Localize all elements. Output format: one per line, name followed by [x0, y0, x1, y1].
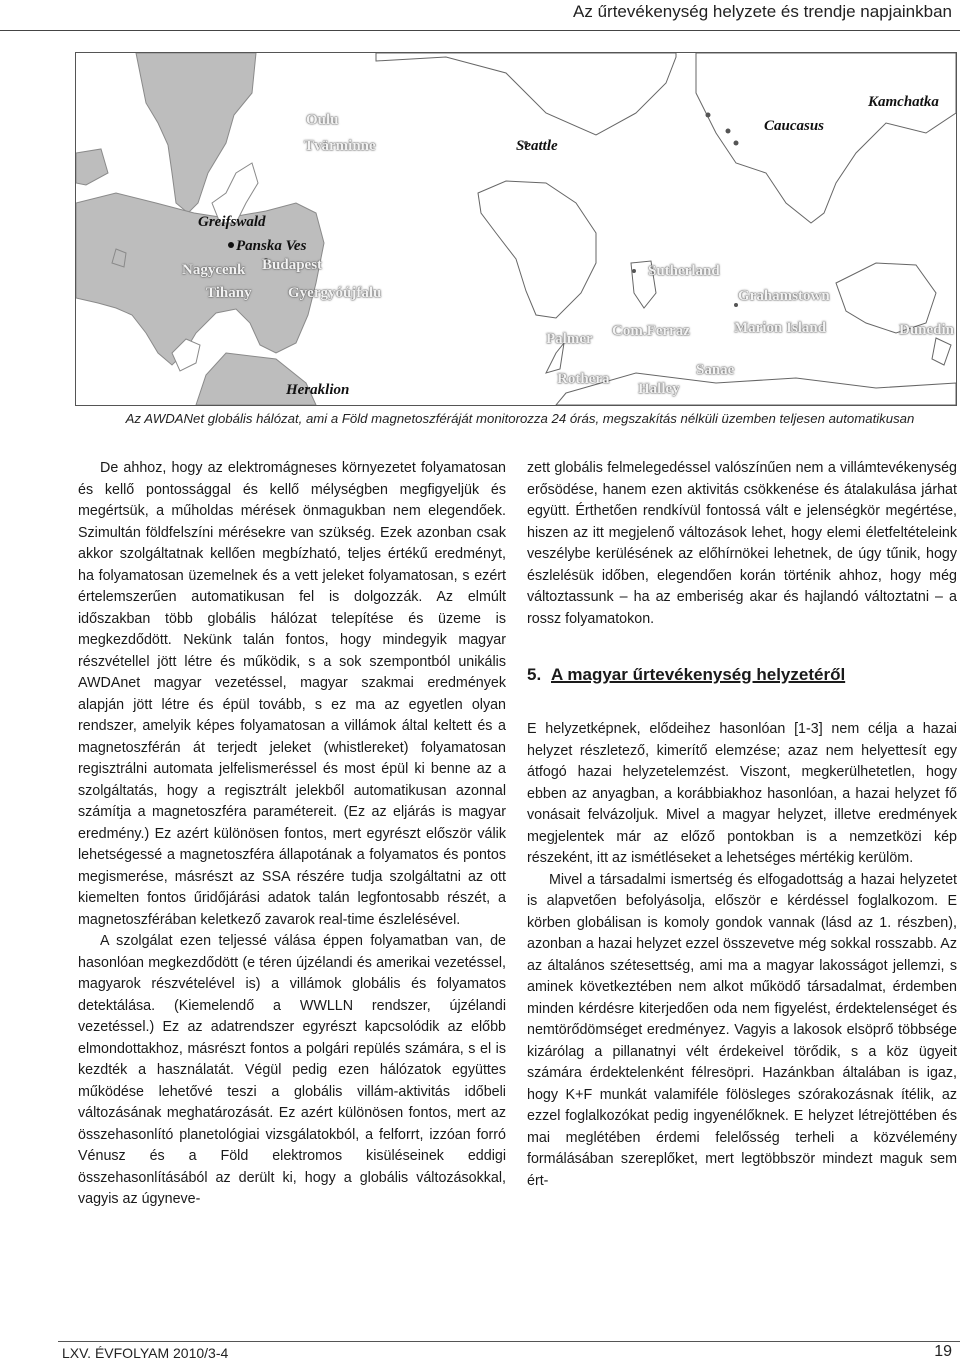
world-map-figure	[75, 52, 957, 406]
running-title: Az űrtevékenység helyzete és trendje napjainkban	[573, 2, 952, 21]
left-column	[78, 458, 506, 1211]
right-column	[527, 458, 957, 1192]
map-label-tvarminne: Tvärminne	[304, 138, 376, 154]
body-paragraph: E helyzetképnek, elődeihez hasonlóan [1-3] nem célja a hazai helyzet részletező, kimerítő elemzése; azaz nem helyettesít egy átfogó hazai helyzetelemzést. Viszont, megkerülhetetlen, hogy ebben az anyagban, a korábbiakhoz hasonlóan, a hazai helyzet fő vonásait felvázoljuk. Mivel a magyar helyzet, illetve eredmények megjelentek már az előző pontokban is a nemzetközi kép részeként, itt az ismétléseket a lehetséges mértékig kerülöm.	[527, 721, 957, 866]
footer-rule	[58, 1341, 960, 1342]
body-paragraph: A szolgálat ezen teljessé válása éppen folyamatban van, de hasonlóan megkezdődött (e téren újzélandi és amerikai vezetéssel, magyarok részvételével is) a villámok globális és folyamatos detektálása. (Kiemelendő a WWLLN rendszer, újzélandi vezetéssel.) Ez az adatrendszer egyrészt kapcsolódik az előbb elmondottakhoz, másrészt fontos a polgári repülés számára, s el is kezdték a használatát. Végül pedig ezen hálózatok együttes működése lehetővé teszi a globális villám-aktivitás időbeli változásának meghatározását. Ez azért különösen fontos, mert az összehasonlító planetológiai vizsgálatokból, a felforrt, izzóan forró Vénusz és a Föld elektromos kisüléseinek eddigi összehasonlításából az derült ki, hogy a globális változásokkal, vagyis az úgyneve-	[78, 933, 506, 1207]
map-label-grahamstown: Grahamstown	[738, 288, 830, 304]
map-label-marion-island: Marion Island	[734, 320, 827, 336]
body-paragraph: De ahhoz, hogy az elektromágneses környezetet folyamatosan és kellő pontossággal és kellő mélységben megfigyeljük és megértsük, a műholdas mérések önmagukban nem elegendőek. Szimultán földfelszíni mérésekre van szükség. Ezek azonban csak akkor szolgáltatnak kellően megbízható, teljes értékű eredményt, ha folyamatosan üzemelnek és a vett jeleket folyamatosan, s ezért értelemszerűen automatikusan fel is dolgozzák. Az elmúlt időszakban több globális hálózat telepítése és üzeme is megkezdődött. Nekünk talán fontos, hogy mindegyik magyar részvétellel jött létre és működik, s a sok szempontból unikális AWDAnet magyar vezetéssel, magyar szakmai eredmények alapján jött létre és épül tovább, s ez ma az egyetlen olyan rendszer, amelyik képes folyamatosan a villámok által keltett és a magnetoszférán át terjedt jeleket (whistlereket) folyamatosan regisztrálni automata jelfelismeréssel és most épül ki benne az a szolgáltatás, hogy a regisztrált jelekből automatikusan azonnal számítja a magnetoszféra paramétereit. (Ez az eljárás is magyar eredmény.) Ez azért különösen fontos, mert egyrészt először válik lehetségessé a magnetoszféra állapotának a folyamatos és pontos megismerése, másrészt az SSA részére tudja szolgáltatni az ott kiemelten fontos űridőjárási adatok talán legfontosabb részét, a magnetoszférában keletkező zavarok real-time észlelésével.	[78, 460, 506, 928]
map-label-budapest: Budapest	[262, 257, 323, 273]
map-label-oulu: Oulu	[306, 112, 339, 128]
map-label-seattle: Seattle	[516, 138, 558, 154]
section-number: 5.	[527, 665, 542, 684]
header-rule	[0, 30, 960, 31]
section-title: A magyar űrtevékenység helyzetéről	[551, 665, 846, 684]
map-label-kamchatka: Kamchatka	[868, 94, 939, 110]
map-label-sutherland: Sutherland	[648, 263, 720, 279]
map-label-heraklion: Heraklion	[286, 382, 350, 398]
body-paragraph: Mivel a társadalmi ismertség és elfogadottság a hazai helyzetet is alapvetően befolyásolja, először e kérdéssel foglalkozom. E körben globálisan is komoly gondok vannak (lásd az 1. részben), azonban a hazai helyzet ezzel összevetve még sokkal rosszabb. Az az általános szétesettség, ami ma a magyar lakosságot jellemzi, s aminek következtében nem alkot működő társadalmat, érdemben minden kérdésre kiterjedően oda nem figyelést, érdektelenséget és nemtörődömséget eredményez. Vagyis a lakosok elsöprő többsége kizárólag a pillanatnyi vélt érdekeivel törődik, s a köz ügyeit számára érdektelenként félresöpri. Hazánkban általában is igaz, hogy K+F munkát valamiféle fölösleges szórakozásnak ítélik, az ezzel foglalkozókat pedig ingyenélőknek. E helyzet létrejöttében és mai meglétében érdemi felelősség terheli a közvélemény formálásában szereplőket, mert legtöbbször mindezt maguk sem ért-	[527, 871, 957, 1189]
map-label-sanae: Sanae	[696, 362, 735, 378]
map-label-halley: Halley	[638, 381, 680, 397]
map-label-panska-ves: Panska Ves	[236, 238, 307, 254]
map-label-greifswald: Greifswald	[198, 214, 266, 230]
section-heading	[527, 664, 957, 685]
map-label-palmer: Palmer	[546, 331, 593, 347]
map-label-tihany: Tihany	[206, 285, 252, 301]
body-paragraph: zett globális felmelegedéssel valószínűen nem a villámtevékenység erősödése, hanem ezen aktivitás csökkenése és átalakulása járhat együtt. Érthetően rendkívül fontossá vált e jelenségkör megértése, hiszen az itt megjelenő változások lehet, hogy elemi életfeltételeink veszélybe kerülésének az előhírnökei lehetnek, de úgy tűnik, hogy észlelésük időben, elegendően korán történik ahhoz, hogy még változtassunk – ha az emberiség akar és hajlandó változtatni – a rossz folyamatokon.	[527, 460, 957, 627]
figure-caption: Az AWDANet globális hálózat, ami a Föld magnetoszféráját monitorozza 24 órás, megszakítás nélküli üzemben teljesen automatikusan	[125, 411, 915, 426]
map-label-dunedin: Dunedin	[899, 322, 955, 338]
page-number: 19	[934, 1343, 952, 1360]
map-label-com-ferraz: Com.Ferraz	[612, 323, 690, 339]
map-label-rothera: Rothera	[557, 371, 610, 387]
map-label-gyergyoujfalu: Gyergyóújfalu	[288, 285, 382, 301]
map-label-caucasus: Caucasus	[764, 118, 825, 134]
map-label-nagycenk: Nagycenk	[182, 262, 246, 278]
volume-label: LXV. ÉVFOLYAM 2010/3-4	[62, 1345, 229, 1361]
